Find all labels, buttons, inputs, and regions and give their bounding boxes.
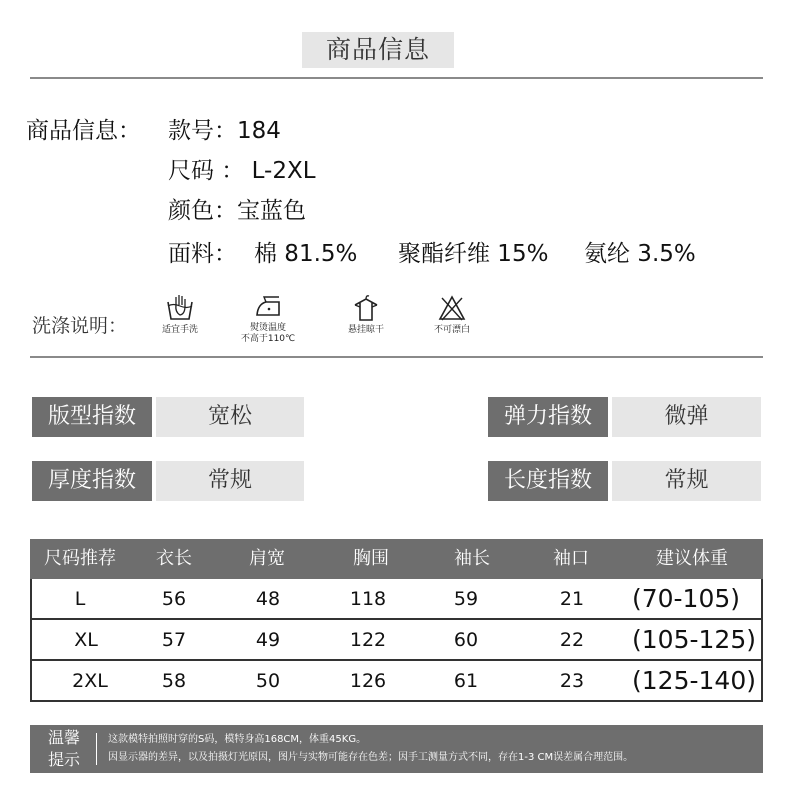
divider-middle: [30, 356, 763, 358]
cell-size: XL: [74, 629, 98, 651]
section-title: 商品信息: [302, 32, 454, 68]
care-text-2: 不高于110℃: [240, 334, 296, 344]
care-item-no-bleach: [416, 293, 488, 336]
cell-weight: (125-140): [632, 666, 756, 695]
cell-sleeve: 60: [453, 629, 479, 651]
stretch-index-label: 弹力指数: [488, 397, 608, 437]
header-size: 尺码推荐: [44, 548, 116, 569]
notice-line-1: 这款模特拍照时穿的S码，模特身高168CM，体重45KG。: [108, 734, 367, 745]
notice-line-2: 因显示器的差异，以及拍摄灯光原因，图片与实物可能存在色差；因手工测量方式不同，存在1-3 CM误差属合理范围。: [108, 752, 634, 763]
care-item-hand-wash: [144, 293, 216, 336]
cell-cuff: 21: [559, 588, 585, 610]
cell-chest: 122: [349, 629, 387, 651]
info-label: 商品信息：: [26, 118, 141, 144]
care-text: 悬挂晾干: [347, 325, 384, 335]
no-bleach-icon: [437, 293, 467, 323]
fabric-spandex: 氨纶 3.5%: [584, 241, 696, 267]
notice-bar: [30, 725, 763, 773]
notice-tag-line2: 提示: [47, 750, 80, 769]
color-value: 颜色：宝蓝色: [168, 198, 306, 224]
header-shoulder: 肩宽: [249, 548, 285, 569]
cell-length: 57: [161, 629, 187, 651]
thickness-index-label: 厚度指数: [32, 461, 152, 501]
table-row: [30, 661, 763, 702]
fabric-label: 面料：: [168, 241, 237, 267]
cell-shoulder: 50: [255, 670, 281, 692]
stretch-index-value: 微弹: [612, 397, 761, 437]
notice-tag: [36, 727, 92, 771]
cell-chest: 118: [349, 588, 387, 610]
care-label: 洗涤说明：: [32, 315, 128, 337]
iron-icon: [253, 293, 283, 321]
thickness-index-value: 常规: [156, 461, 304, 501]
header-cuff: 袖口: [553, 548, 589, 569]
hang-dry-icon: [351, 293, 381, 323]
cell-sleeve: 61: [453, 670, 479, 692]
size-table: [30, 539, 763, 702]
fabric-cotton: 棉 81.5%: [254, 241, 358, 267]
cell-chest: 126: [349, 670, 387, 692]
header-sleeve: 袖长: [454, 548, 490, 569]
care-item-iron: [232, 293, 304, 345]
header-length: 衣长: [156, 548, 192, 569]
care-text: 不可漂白: [433, 325, 470, 335]
length-index-value: 常规: [612, 461, 761, 501]
care-text: 适宜手洗: [161, 325, 198, 335]
cell-weight: (105-125): [632, 625, 756, 654]
cell-sleeve: 59: [453, 588, 479, 610]
cell-shoulder: 48: [255, 588, 281, 610]
notice-tag-line1: 温馨: [47, 728, 80, 747]
fit-index-value: 宽松: [156, 397, 304, 437]
cell-shoulder: 49: [255, 629, 281, 651]
notice-divider: [96, 733, 97, 765]
length-index-label: 长度指数: [488, 461, 608, 501]
table-row: [30, 579, 763, 620]
cell-size: L: [74, 588, 86, 610]
cell-cuff: 23: [559, 670, 585, 692]
cell-weight: (70-105): [631, 584, 741, 613]
cell-cuff: 22: [559, 629, 585, 651]
size-range: 尺码 ： L-2XL: [168, 158, 316, 184]
hand-wash-icon: [165, 293, 195, 323]
care-item-hang-dry: [330, 293, 402, 336]
cell-length: 56: [161, 588, 187, 610]
style-number: 款号：184: [168, 118, 281, 144]
care-text: 熨烫温度: [249, 323, 286, 333]
table-row: [30, 620, 763, 661]
fit-index-label: 版型指数: [32, 397, 152, 437]
size-table-header: [30, 539, 763, 579]
header-chest: 胸围: [353, 548, 389, 569]
cell-size: 2XL: [72, 670, 108, 692]
cell-length: 58: [161, 670, 187, 692]
header-weight: 建议体重: [656, 548, 728, 569]
divider-top: [30, 77, 763, 79]
fabric-polyester: 聚酯纤维 15%: [398, 241, 549, 267]
